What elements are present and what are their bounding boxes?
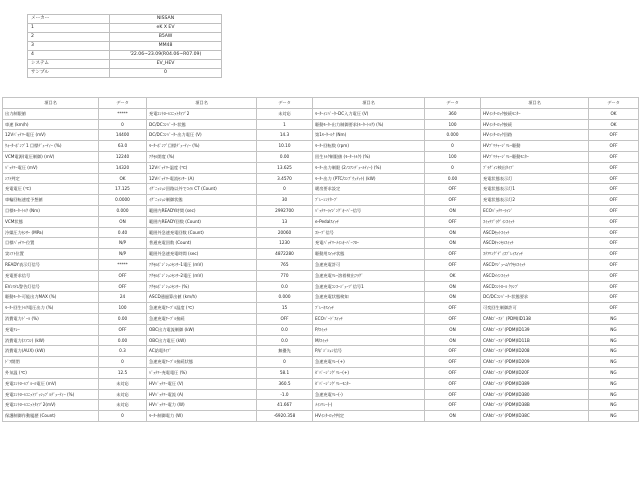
item-value: 360.5 bbox=[257, 378, 313, 389]
item-value: OFF bbox=[589, 249, 639, 260]
item-value: OFF bbox=[589, 216, 639, 227]
item-name: CANｺﾞｰｽﾄﾞ(PDM)ID380 bbox=[481, 389, 589, 400]
item-name: 急速充電ﾘﾚｰ(+) bbox=[313, 357, 425, 368]
item-value: 0 bbox=[257, 357, 313, 368]
column-header-data: データ bbox=[99, 98, 147, 109]
diagnostic-data-table bbox=[2, 97, 639, 422]
info-label: 2 bbox=[28, 33, 110, 42]
item-value: 1 bbox=[257, 119, 313, 130]
item-name: HVﾊﾞｯﾃﾘｰ電力 (W) bbox=[147, 400, 257, 411]
table-row bbox=[3, 216, 639, 227]
item-name: 暖房要求設定 bbox=[313, 184, 425, 195]
info-value: B5AW bbox=[110, 33, 222, 42]
item-value: 63.0 bbox=[99, 141, 147, 152]
item-value: 13.625 bbox=[257, 162, 313, 173]
item-name: 目標ﾊﾞｯﾃﾘｰ位置 bbox=[3, 238, 99, 249]
item-value: 0.0 bbox=[257, 281, 313, 292]
item-value: OFF bbox=[425, 357, 481, 368]
item-name: ﾓｰﾀｰ出力 (PTC/ｺﾝﾌﾟｳｪﾃｯﾄ) (kW) bbox=[313, 173, 425, 184]
item-value: -6920.358 bbox=[257, 411, 313, 422]
item-value: 100 bbox=[425, 119, 481, 130]
item-name: ASCD通過算出値 (km/h) bbox=[147, 292, 257, 303]
item-value: 10.10 bbox=[257, 141, 313, 152]
item-value: OFF bbox=[589, 184, 639, 195]
item-name: 範囲内READY回数 (Count) bbox=[147, 216, 257, 227]
item-name: 充電状態表示灯 bbox=[481, 173, 589, 184]
item-value: ***** bbox=[99, 108, 147, 119]
table-row bbox=[3, 292, 639, 303]
item-name: HVﾊﾞｯﾃﾘｰ電流 (A) bbox=[147, 389, 257, 400]
item-name: e-Pedalｽｲｯﾁ bbox=[313, 216, 425, 227]
table-row bbox=[3, 119, 639, 130]
item-name: ｲｸﾞﾆｯｼｮﾝ制御状態 bbox=[147, 195, 257, 206]
item-name: HVﾌﾟﾘﾁｬｰｼﾞﾘﾚｰ駆動 bbox=[481, 141, 589, 152]
item-value: ***** bbox=[99, 259, 147, 270]
item-name: ﾌﾟﾚｰﾝﾝﾅﾀｰﾌﾞ bbox=[313, 195, 425, 206]
item-name: 充電状態表示灯2 bbox=[481, 195, 589, 206]
info-label: システム bbox=[28, 60, 110, 69]
item-name: 範囲外急速充電回数 (Count) bbox=[147, 227, 257, 238]
item-value: ON bbox=[425, 411, 481, 422]
item-value: OFF bbox=[425, 216, 481, 227]
info-row bbox=[28, 51, 222, 60]
item-name: CANｺﾞｰｽﾄﾞ(PDM)ID11B bbox=[481, 335, 589, 346]
item-value: OFF bbox=[425, 346, 481, 357]
item-name: 回生ﾄﾙｸ制限値 (ﾓｰﾀｰﾄﾙｸ) (%) bbox=[313, 151, 425, 162]
table-row bbox=[3, 324, 639, 335]
item-value: OFF bbox=[99, 270, 147, 281]
item-name: ﾌﾞﾚｰｷｽｲｯﾁ bbox=[313, 303, 425, 314]
item-value: 12240 bbox=[99, 151, 147, 162]
item-name: CANｺﾞｰｽﾄﾞ(PDM)ID389 bbox=[481, 378, 589, 389]
item-value: 0 bbox=[99, 411, 147, 422]
item-name: 可変回生制御許可 bbox=[481, 303, 589, 314]
table-row bbox=[3, 313, 639, 324]
item-name: HVﾌﾟﾘﾁｬｰｼﾞﾘﾚｰ駆動ﾓﾆﾀｰ bbox=[481, 151, 589, 162]
item-value: ON bbox=[425, 335, 481, 346]
item-value: OFF bbox=[589, 141, 639, 152]
info-row bbox=[28, 24, 222, 33]
item-value: -1.0 bbox=[257, 389, 313, 400]
column-header-item: 項目名 bbox=[313, 98, 425, 109]
item-value: 20060 bbox=[257, 227, 313, 238]
table-row bbox=[3, 411, 639, 422]
item-name: 急速充電ｹｰﾌﾞﾙ温度 (℃) bbox=[147, 303, 257, 314]
item-value: NG bbox=[589, 411, 639, 422]
item-value: NG bbox=[589, 313, 639, 324]
item-value: OFF bbox=[99, 324, 147, 335]
table-row bbox=[3, 270, 639, 281]
item-value: 0.00 bbox=[425, 173, 481, 184]
item-value: OFF bbox=[425, 367, 481, 378]
item-name: 充電要求信号 bbox=[3, 270, 99, 281]
item-value: OFF bbox=[425, 389, 481, 400]
item-name: CANｺﾞｰｽﾄﾞ(PDM)ID20F bbox=[481, 367, 589, 378]
item-name: CANｺﾞｰｽﾄﾞ(PDM)ID38C bbox=[481, 411, 589, 422]
table-row bbox=[3, 162, 639, 173]
item-name: ﾓｰﾀｰ回転数 (rpm) bbox=[313, 141, 425, 152]
item-value: 15 bbox=[257, 303, 313, 314]
item-value: NG bbox=[589, 400, 639, 411]
item-name: HVｲﾝﾀｰﾛｯｸ接続 bbox=[481, 119, 589, 130]
item-name: 目標ﾓｰﾀｰﾄﾙｸ (Nm) bbox=[3, 205, 99, 216]
item-name: 冷媒圧力ｾﾝｻｰ (MPa) bbox=[3, 227, 99, 238]
item-name: 外気温 (℃) bbox=[3, 367, 99, 378]
item-name: ﾓｰﾀｰ回生ﾄﾙｸ電圧出力 (%) bbox=[3, 303, 99, 314]
item-value: ON bbox=[99, 216, 147, 227]
item-value: 58.1 bbox=[257, 367, 313, 378]
table-row bbox=[3, 173, 639, 184]
item-name: ﾓｰﾀｰﾎﾟﾝﾌﾟ目標ﾃﾞｭｰﾃｨｰ (%) bbox=[147, 141, 257, 152]
column-header-data: データ bbox=[257, 98, 313, 109]
table-row bbox=[3, 357, 639, 368]
item-value: 0.000 bbox=[257, 292, 313, 303]
item-name: 車速 (km/h) bbox=[3, 119, 99, 130]
item-name: ｼﾌﾄ判定 bbox=[3, 173, 99, 184]
item-value: NG bbox=[589, 389, 639, 400]
column-header-data: データ bbox=[589, 98, 639, 109]
item-value: OFF bbox=[425, 195, 481, 206]
item-name: HVｲﾝﾀｰﾛｯｸ接続ﾓﾆﾀｰ bbox=[481, 108, 589, 119]
item-name: P/ｽｲｯﾁ bbox=[313, 324, 425, 335]
info-row bbox=[28, 69, 222, 78]
item-value: NG bbox=[589, 367, 639, 378]
item-name: OBC出力電圧 (kW) bbox=[147, 335, 257, 346]
item-name: CANｺﾞｰｽﾄﾞ (PDM)ID138 bbox=[481, 313, 589, 324]
item-name: 急速充電ﾘﾚｰ溶着検出ﾌﾗｸﾞ bbox=[313, 270, 425, 281]
item-name: 充電ﾘﾚｰ bbox=[3, 324, 99, 335]
item-value: 13 bbox=[257, 216, 313, 227]
item-value: 未対応 bbox=[99, 378, 147, 389]
column-header-data: データ bbox=[425, 98, 481, 109]
item-name: ｽﾃｱﾘﾝｸﾞﾃﾞｨｽﾌﾟﾚｲｽｲｯﾁ bbox=[481, 249, 589, 260]
item-name: HVｲﾝﾀｰﾛｯｸ判定 bbox=[313, 411, 425, 422]
table-row bbox=[3, 389, 639, 400]
item-name: ﾓｰﾀｰｲﾝﾊﾞｰﾀｰDC入力電圧 (V) bbox=[313, 108, 425, 119]
item-value: 未対応 bbox=[99, 389, 147, 400]
item-value: ON bbox=[425, 238, 481, 249]
item-value: OFF bbox=[425, 259, 481, 270]
item-value: ON bbox=[425, 292, 481, 303]
column-header-item: 項目名 bbox=[481, 98, 589, 109]
info-row bbox=[28, 60, 222, 69]
item-name: READY表示灯信号 bbox=[3, 259, 99, 270]
item-name: P/ﾎﾟｼﾞｼｮﾝ信号 bbox=[313, 346, 425, 357]
table-row bbox=[3, 130, 639, 141]
item-value: OFF bbox=[425, 400, 481, 411]
item-name: ｽｲｯﾁﾌﾟﾗｸﾞｲﾝｽｲｯﾁ bbox=[481, 216, 589, 227]
item-name: ﾊﾞｯﾃﾘｰ充電電圧 (%) bbox=[147, 367, 257, 378]
item-name: DC/DCｺﾝﾊﾞｰﾀｰ状態要求 bbox=[481, 292, 589, 303]
item-value: 0.00 bbox=[99, 313, 147, 324]
item-value: 14.3 bbox=[257, 130, 313, 141]
table-row bbox=[3, 400, 639, 411]
item-value: OFF bbox=[589, 227, 639, 238]
table-row bbox=[3, 303, 639, 314]
item-value: OFF bbox=[589, 281, 639, 292]
item-name: 急速充電ﾘﾚｰ(-) bbox=[313, 389, 425, 400]
item-value: OK bbox=[99, 173, 147, 184]
item-value: 2992700 bbox=[257, 205, 313, 216]
table-row bbox=[3, 367, 639, 378]
info-label: 1 bbox=[28, 24, 110, 33]
item-value: 0 bbox=[99, 119, 147, 130]
item-value: OFF bbox=[589, 259, 639, 270]
item-name: CANｺﾞｰｽﾄﾞ(PDM)ID209 bbox=[481, 357, 589, 368]
item-value: OFF bbox=[425, 313, 481, 324]
table-row bbox=[3, 205, 639, 216]
table-row bbox=[3, 346, 639, 357]
item-name: ｱｸｾﾙﾎﾟｼﾞｼｮﾝｾﾝｻｰ1電圧 (mV) bbox=[147, 259, 257, 270]
item-value: OFF bbox=[589, 303, 639, 314]
column-header-item: 項目名 bbox=[147, 98, 257, 109]
item-value: 0 bbox=[425, 141, 481, 152]
item-name: 駆動用ｽｲｯﾁ状態 bbox=[313, 249, 425, 260]
info-value: EV_HEV bbox=[110, 60, 222, 69]
item-name: 12Vﾊﾞｯﾃﾘｰ電圧 (mV) bbox=[3, 130, 99, 141]
header-row bbox=[3, 98, 639, 109]
item-name: 急速充電許可 bbox=[313, 259, 425, 270]
item-value: 765 bbox=[257, 259, 313, 270]
item-value: 14400 bbox=[99, 130, 147, 141]
item-value: NG bbox=[589, 335, 639, 346]
item-value: N/P bbox=[99, 238, 147, 249]
item-name: ｱｸｾﾙﾎﾟｼﾞｼｮﾝｾﾝｻｰ2電圧 (mV) bbox=[147, 270, 257, 281]
item-value: OFF bbox=[589, 270, 639, 281]
item-value: OFF bbox=[425, 378, 481, 389]
item-value: 0.0 bbox=[257, 335, 313, 346]
item-name: 車輪回転速度予想値 bbox=[3, 195, 99, 206]
item-value: ON bbox=[425, 205, 481, 216]
item-value: 0 bbox=[257, 184, 313, 195]
item-value: 0 bbox=[425, 162, 481, 173]
item-value: OFF bbox=[589, 162, 639, 173]
item-name: 出力制限値 bbox=[3, 108, 99, 119]
item-value: 100 bbox=[99, 303, 147, 314]
item-name: ｳｫｰﾀｰﾎﾟﾝﾌﾟ1 目標ﾃﾞｭｰﾃｨｰ (%) bbox=[3, 141, 99, 152]
item-value: 0.40 bbox=[99, 227, 147, 238]
item-name: 実ｼﾌﾄ位置 bbox=[3, 249, 99, 260]
item-value: 12.5 bbox=[99, 367, 147, 378]
item-value: 360 bbox=[425, 108, 481, 119]
item-value: OFF bbox=[589, 195, 639, 206]
table-row bbox=[3, 195, 639, 206]
item-name: DC/DCｺﾝﾊﾞｰﾀｰ出力電圧 (V) bbox=[147, 130, 257, 141]
item-name: ｶﾞﾊﾞｰｼﾞﾝｸﾞﾘﾚｰ(+) bbox=[313, 367, 425, 378]
info-label: メーカー bbox=[28, 15, 110, 24]
item-value: 41.667 bbox=[257, 400, 313, 411]
item-name: ﾓｰﾀｰ制御電力 (W) bbox=[147, 411, 257, 422]
item-name: 充電ｺﾝﾄﾛｰﾙﾕﾆｯﾄﾀｲﾌﾟ2(mV) bbox=[3, 400, 99, 411]
item-name: 第1ﾓｰﾀｰﾙｸ (Nm) bbox=[313, 130, 425, 141]
item-value: ON bbox=[425, 281, 481, 292]
item-value: 0.000 bbox=[99, 205, 147, 216]
item-name: ﾒｲﾝﾘﾚｰ(-) bbox=[313, 400, 425, 411]
item-value: OK bbox=[425, 270, 481, 281]
item-name: ASCDｺﾝﾄﾛｰﾙ ｸﾗﾝﾌﾟ bbox=[481, 281, 589, 292]
item-name: ﾊﾞｯﾃﾘｰ電圧 (mV) bbox=[3, 162, 99, 173]
item-name: ﾌﾟﾗｸﾞｲﾝ検出ﾀｲﾌﾟ bbox=[481, 162, 589, 173]
item-value: OFF bbox=[589, 130, 639, 141]
item-value: 17.125 bbox=[99, 184, 147, 195]
item-value: OFF bbox=[425, 184, 481, 195]
item-name: ECOﾊﾞｯﾃﾘｰﾗｲｼﾞ bbox=[481, 205, 589, 216]
info-value: '22.06~23.09(R04.06~R07.09) bbox=[110, 51, 222, 60]
item-name: OBC出力電流制御 (kW) bbox=[147, 324, 257, 335]
item-name: 範囲内READY時間 (sec) bbox=[147, 205, 257, 216]
item-value: NG bbox=[589, 324, 639, 335]
item-value: 0.3 bbox=[99, 346, 147, 357]
info-value: 0 bbox=[110, 69, 222, 78]
item-value: 0 bbox=[99, 357, 147, 368]
item-value: NG bbox=[589, 346, 639, 357]
item-name: 駆動ﾓｰﾀｰ出力制御要求(ﾓｰﾀｰﾄﾙｸ) (%) bbox=[313, 119, 425, 130]
item-name: 範囲外急速充電時間 (sec) bbox=[147, 249, 257, 260]
item-name: HVｲﾝﾀｰﾛｯｸ回路 bbox=[481, 130, 589, 141]
item-name: 普通充電回数 (Count) bbox=[147, 238, 257, 249]
item-value: 未対応 bbox=[99, 400, 147, 411]
column-header-item: 項目名 bbox=[3, 98, 99, 109]
item-name: 駆動ﾓｰﾀｰ可能出力MAX (%) bbox=[3, 292, 99, 303]
item-name: 充電ﾊﾞｯﾃﾘｰﾒｲﾝｵｰﾊﾞｰﾌﾛｰ bbox=[313, 238, 425, 249]
table-row bbox=[3, 151, 639, 162]
item-name: 急速充電ｺﾝｽｰｼﾞｭｰﾌﾟ信号1 bbox=[313, 281, 425, 292]
item-value: N/P bbox=[99, 249, 147, 260]
item-value: OFF bbox=[589, 238, 639, 249]
info-label: サンプル bbox=[28, 69, 110, 78]
item-value: ON bbox=[425, 227, 481, 238]
item-value: OFF bbox=[589, 292, 639, 303]
item-value: 4872280 bbox=[257, 249, 313, 260]
item-value: 未対応 bbox=[257, 108, 313, 119]
item-name: 消費電力ﾄﾞｰﾙ (%) bbox=[3, 313, 99, 324]
item-value: OK bbox=[589, 119, 639, 130]
item-value: 14320 bbox=[99, 162, 147, 173]
item-value: 0.00 bbox=[257, 151, 313, 162]
table-row bbox=[3, 335, 639, 346]
info-row bbox=[28, 33, 222, 42]
item-value: OFF bbox=[425, 249, 481, 260]
table-row bbox=[3, 378, 639, 389]
info-row bbox=[28, 15, 222, 24]
item-value: 24 bbox=[99, 292, 147, 303]
item-name: ｽﾄｰﾌﾟ信号 bbox=[313, 227, 425, 238]
item-name: 充電状態表示灯1 bbox=[481, 184, 589, 195]
item-name: 急速充電ｹｰﾌﾞﾙ接続状態 bbox=[147, 357, 257, 368]
item-name: 消費電力(AUX) (kW) bbox=[3, 346, 99, 357]
item-value: NG bbox=[589, 357, 639, 368]
table-row bbox=[3, 108, 639, 119]
item-name: ﾊﾞｯﾃﾘｰﾗｲｼﾞﾝｸﾞｵｰﾊﾞｰ信号 bbox=[313, 205, 425, 216]
item-name: 急速充電ｹｰﾌﾞﾙ接続 bbox=[147, 313, 257, 324]
table-row bbox=[3, 249, 639, 260]
item-name: M/ｽｲｯﾁ bbox=[313, 335, 425, 346]
item-name: 充電ｺﾝﾄﾛｰﾙﾕﾆｯﾄﾌﾟｯｼｭﾌﾟﾙﾃﾞｭｰﾃｨｰ (%) bbox=[3, 389, 99, 400]
item-value: OFF bbox=[589, 173, 639, 184]
item-name: ECOﾊﾞｰﾄﾞｽｲｯﾁ bbox=[313, 313, 425, 324]
item-value: 0.00 bbox=[99, 335, 147, 346]
item-name: ASCDﾘｼﾞｭｰﾑ/ｱｸｾﾙｽｲｯﾁ bbox=[481, 259, 589, 270]
item-name: ASCDﾒｲﾝｽｲｯﾁ bbox=[481, 270, 589, 281]
table-row bbox=[3, 227, 639, 238]
table-row bbox=[3, 184, 639, 195]
item-name: ASCDｾｯﾄｽｲｯﾁ bbox=[481, 227, 589, 238]
item-name: ｱｸｾﾙ開度 (%) bbox=[147, 151, 257, 162]
item-name: 12Vﾊﾞｯﾃﾘｰ電流ｾﾝｻｰ (A) bbox=[147, 173, 257, 184]
item-value: 無優先 bbox=[257, 346, 313, 357]
item-name: AC給電ﾀｲﾌﾟ bbox=[147, 346, 257, 357]
item-name: VCM電源(電圧制御) (mV) bbox=[3, 151, 99, 162]
info-row bbox=[28, 42, 222, 51]
info-label: 3 bbox=[28, 42, 110, 51]
item-name: 充電電圧 (℃) bbox=[3, 184, 99, 195]
item-value: OFF bbox=[425, 303, 481, 314]
item-value: 100 bbox=[425, 151, 481, 162]
item-value: ON bbox=[425, 324, 481, 335]
item-name: DC/DCｺﾝﾊﾞｰﾀｰ状態 bbox=[147, 119, 257, 130]
item-name: 急速充電状態検知 bbox=[313, 292, 425, 303]
table-row bbox=[3, 238, 639, 249]
item-name: CANｺﾞｰｽﾄﾞ(PDM)ID208 bbox=[481, 346, 589, 357]
item-value: 1230 bbox=[257, 238, 313, 249]
item-value: 0.000 bbox=[425, 130, 481, 141]
item-value: 0.0 bbox=[257, 324, 313, 335]
item-value: 770 bbox=[257, 270, 313, 281]
item-value: OFF bbox=[589, 151, 639, 162]
item-name: 充電ｺﾝﾄﾛｰﾙﾌﾟﾙｰﾙ電圧 (mV) bbox=[3, 378, 99, 389]
item-value: OK bbox=[589, 108, 639, 119]
item-value: 3.4570 bbox=[257, 173, 313, 184]
item-name: ASCDｷｬﾝｾﾙｽｲｯﾁ bbox=[481, 238, 589, 249]
info-value: eK X EV bbox=[110, 24, 222, 33]
item-name: VCM状態 bbox=[3, 216, 99, 227]
table-row bbox=[3, 259, 639, 270]
item-name: HVﾊﾞｯﾃﾘｰ電圧 (V) bbox=[147, 378, 257, 389]
info-value: NISSAN bbox=[110, 15, 222, 24]
info-value: MM48 bbox=[110, 42, 222, 51]
item-name: ｲｸﾞﾆｯｼｮﾝ回路以外でｺｲﾙ CT (Count) bbox=[147, 184, 257, 195]
item-value: OFF bbox=[99, 281, 147, 292]
table-row bbox=[3, 141, 639, 152]
item-name: ｶﾞﾊﾞｰｼﾞﾝｸﾞﾘﾚｰﾓﾆﾀｰ bbox=[313, 378, 425, 389]
item-name: ﾄﾞｱ開閉 bbox=[3, 357, 99, 368]
item-value: OFF bbox=[589, 205, 639, 216]
item-name: CANｺﾞｰｽﾄﾞ(PDM)ID38B bbox=[481, 400, 589, 411]
item-name: 12Vﾊﾞｯﾃﾘｰ温度 (℃) bbox=[147, 162, 257, 173]
item-name: ﾓｰﾀｰ出力制限 (2ﾉｺｱﾝﾁﾞｭｰﾙﾃｨｰ) (%) bbox=[313, 162, 425, 173]
item-value: NG bbox=[589, 378, 639, 389]
table-row bbox=[3, 281, 639, 292]
item-name: 消費電力(ｴｱｺﾝ) (kW) bbox=[3, 335, 99, 346]
item-value: OFF bbox=[257, 313, 313, 324]
info-label: 4 bbox=[28, 51, 110, 60]
vehicle-info-table bbox=[27, 14, 222, 78]
item-name: ｱｸｾﾙﾎﾟｼﾞｼｮﾝｾﾝｻｰ (%) bbox=[147, 281, 257, 292]
item-name: 保護制御作動履歴 (Count) bbox=[3, 411, 99, 422]
item-value: 0.0000 bbox=[99, 195, 147, 206]
item-name: EVｼｽﾃﾑ警告灯信号 bbox=[3, 281, 99, 292]
item-name: 充電ｺﾝﾄﾛｰﾙﾕﾆｯﾄﾀｲﾌﾟ2 bbox=[147, 108, 257, 119]
item-name: CANｺﾞｰｽﾄﾞ(PDM)ID139 bbox=[481, 324, 589, 335]
item-value: 30 bbox=[257, 195, 313, 206]
